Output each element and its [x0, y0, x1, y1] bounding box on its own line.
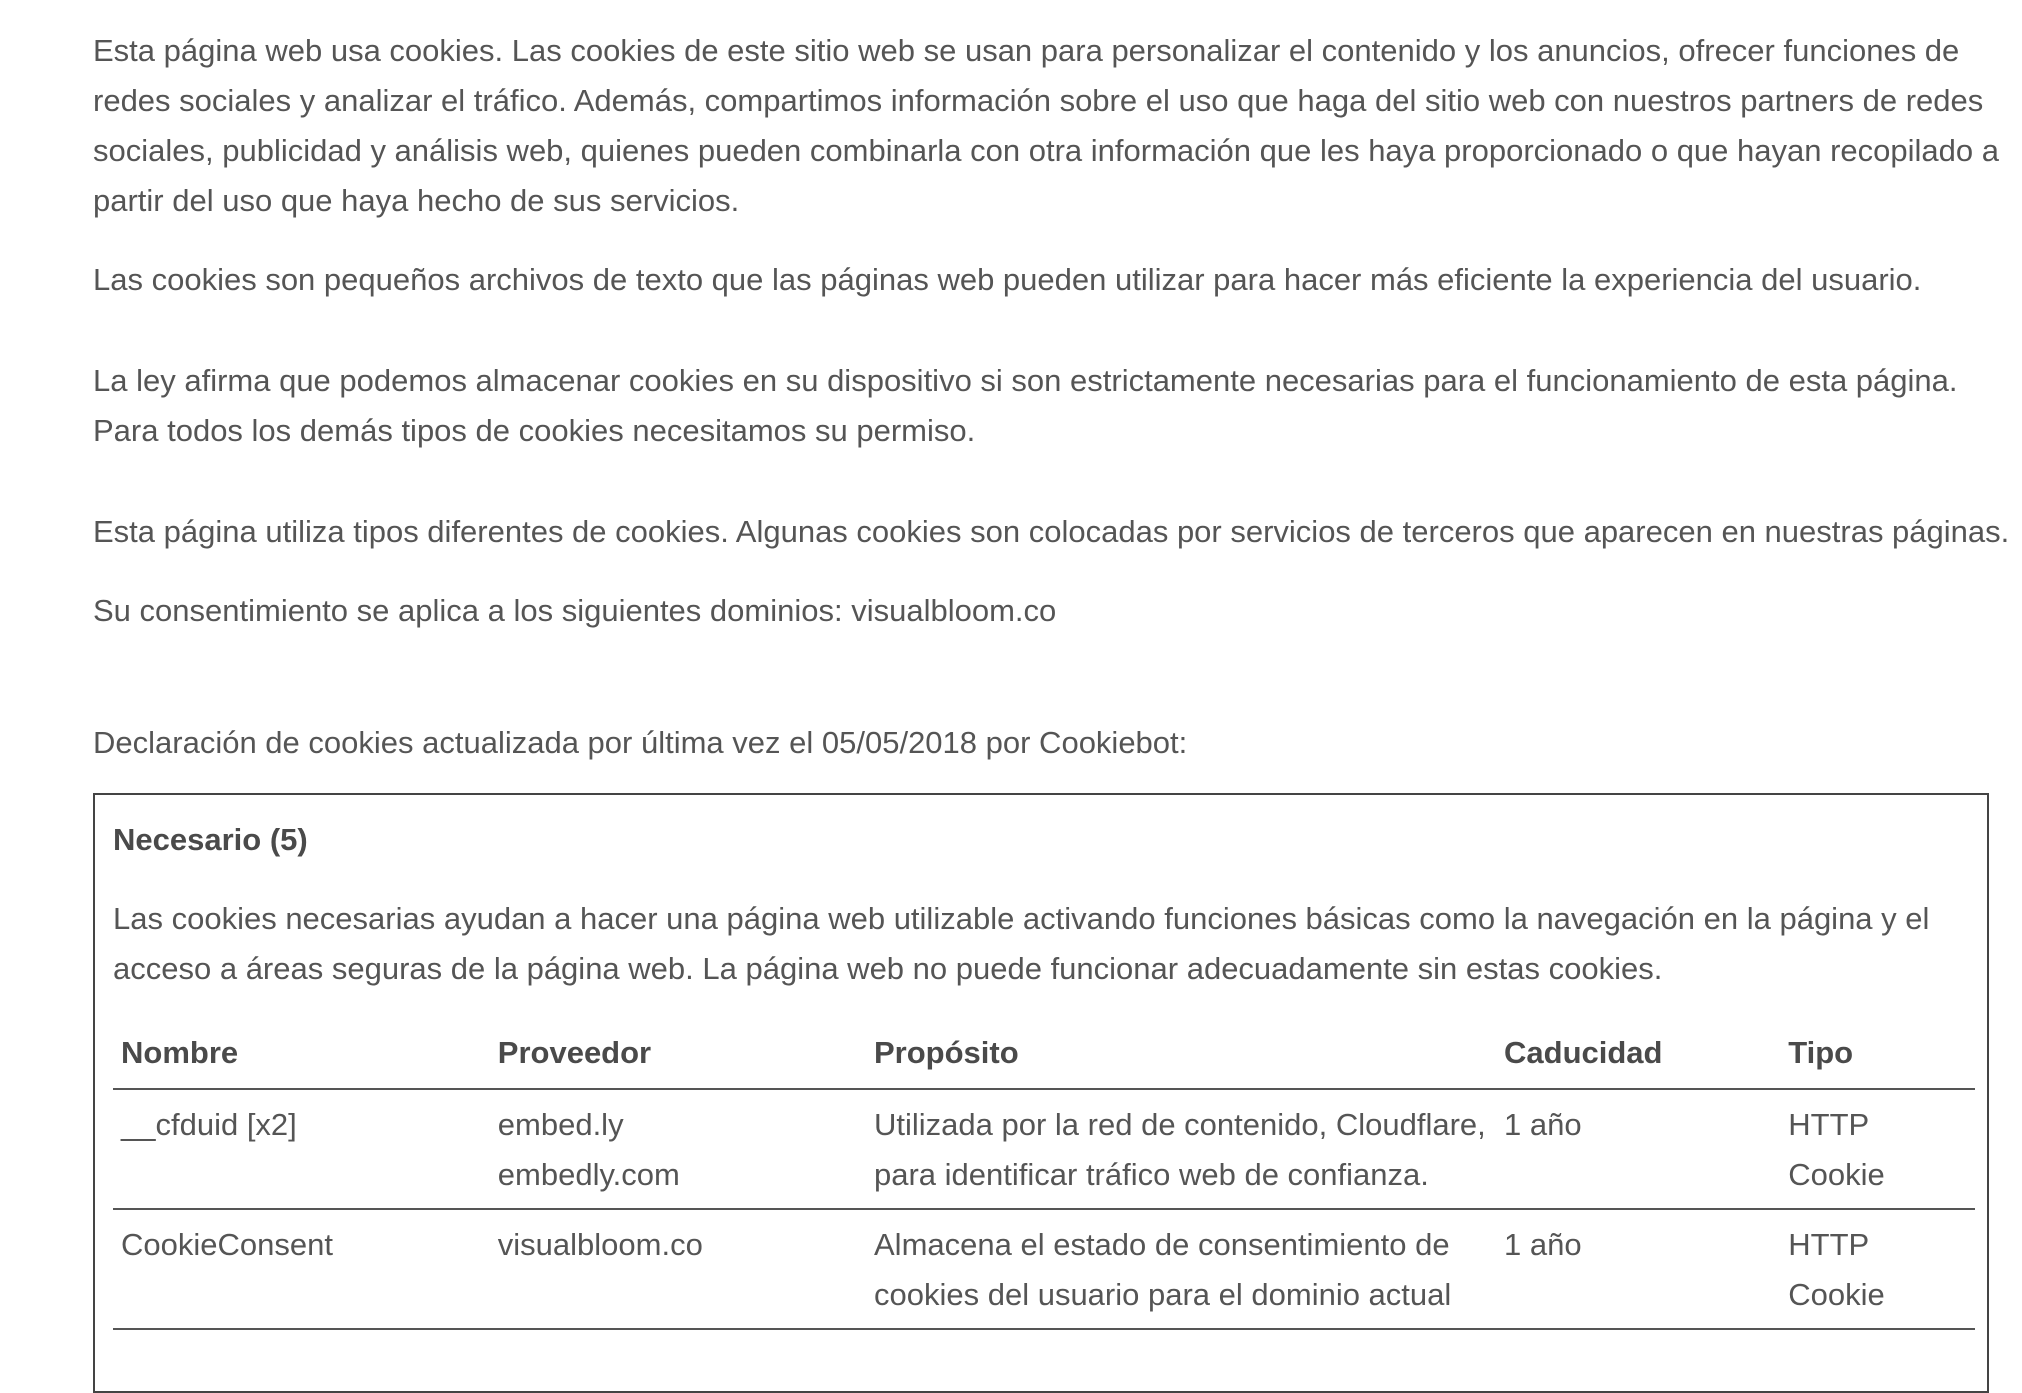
cell-name: CookieConsent [113, 1209, 490, 1329]
declaration-updated-note: Declaración de cookies actualizada por última vez el 05/05/2018 por Cookiebot: [93, 725, 1188, 760]
header-provider: Proveedor [490, 1018, 866, 1089]
category-description: Las cookies necesarias ayudan a hacer una página web utilizable activando funciones básicas como la navegación en la página y el acceso a áreas seguras de la página web. La página web no puede funcionar adecuadamente sin estas cookies. [113, 901, 1930, 986]
cookie-declaration-box [93, 793, 1989, 1393]
cell-expiry: 1 año [1496, 1209, 1780, 1329]
cookie-table [113, 1018, 1975, 1330]
provider-domain: visualbloom.co [497, 1227, 703, 1262]
cell-name: __cfduid [x2] [113, 1089, 490, 1209]
cell-type: HTTP Cookie [1780, 1209, 1975, 1329]
table-row [113, 1209, 1975, 1329]
provider-domain: embed.ly [497, 1107, 624, 1142]
header-name: Nombre [113, 1018, 490, 1089]
cell-type: HTTP Cookie [1780, 1089, 1975, 1209]
cell-expiry: 1 año [1496, 1089, 1780, 1209]
header-purpose: Propósito [866, 1018, 1496, 1089]
header-type: Tipo [1780, 1018, 1975, 1089]
cell-provider [490, 1209, 866, 1329]
intro-paragraph-definition: Las cookies son pequeños archivos de texto que las páginas web pueden utilizar para hacer más eficiente la experiencia del usuario. [93, 262, 1922, 297]
cell-provider [490, 1089, 866, 1209]
table-row [113, 1089, 1975, 1209]
intro-paragraph-usage: Esta página web usa cookies. Las cookies de este sitio web se usan para personalizar el contenido y los anuncios, ofrecer funciones de redes sociales y analizar el tráfico. Además, compartimos información sobre el uso que haga del sitio web con nuestros partners de redes sociales, publicidad y análisis web, quienes pueden combinarla con otra información que les haya proporcionado o que hayan recopilado a partir del uso que haya hecho de sus servicios. [93, 33, 2000, 218]
cookie-policy-intro [93, 26, 2013, 797]
category-title: Necesario (5) [113, 822, 308, 857]
header-expiry: Caducidad [1496, 1018, 1780, 1089]
cell-purpose: Utilizada por la red de contenido, Cloudflare, para identificar tráfico web de confianza. [866, 1089, 1496, 1209]
provider-domain: embedly.com [497, 1157, 680, 1192]
intro-paragraph-domains: Su consentimiento se aplica a los siguientes dominios: visualbloom.co [93, 593, 1057, 628]
cell-purpose: Almacena el estado de consentimiento de cookies del usuario para el dominio actual [866, 1209, 1496, 1329]
table-header-row [113, 1018, 1975, 1089]
intro-paragraph-types: Esta página utiliza tipos diferentes de cookies. Algunas cookies son colocadas por servicios de terceros que aparecen en nuestras páginas. [93, 514, 2010, 549]
intro-paragraph-law: La ley afirma que podemos almacenar cookies en su dispositivo si son estrictamente necesarias para el funcionamiento de esta página. Para todos los demás tipos de cookies necesitamos su permiso. [93, 363, 1958, 448]
